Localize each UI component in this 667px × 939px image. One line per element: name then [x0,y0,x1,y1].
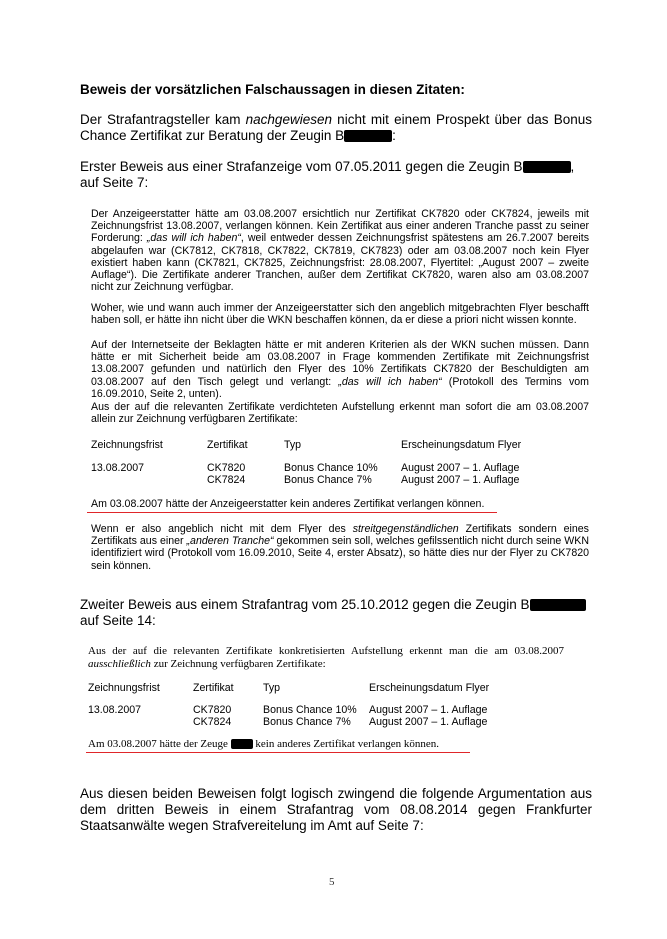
red-underline [86,752,470,753]
proof1-paragraph-1 [91,208,589,293]
table-cell: Bonus Chance 10% [284,461,378,474]
proof1-underlined-statement [91,498,484,510]
table-header: Typ [263,682,281,694]
proof1-certificate-table [91,439,521,487]
table-header: Zertifikat [207,439,248,451]
proof1-paragraph-5 [91,523,589,572]
table-cell: August 2007 – 1. Auflage [369,716,488,728]
proof2-title-text: Zweiter Beweis aus einem Strafantrag vom 25.10.2012 gegen die Zeugin B [80,597,530,612]
table-row [91,474,521,487]
intro-text-2: nicht mit einem Prospekt über das Bonus Chance Zertifikat zur Beratung der Zeugin B [80,112,592,143]
proof1-p1-text-a: Der Anzeigeerstatter hätte am 03.08.2007 ersichtlich nur Zertifikat CK7820 oder CK7824, jeweils mit Zeichnungsfrist 13.08.2007, verlangen können. Kein Zertifikat aus einer anderen Tranche passt zu seiner Forderung: [91,208,589,245]
redaction-bar [523,161,571,173]
proof2-paragraph-1 [88,645,564,671]
proof1-p5-text-a: Wenn er also angeblich nicht mit dem Flyer des [91,523,353,535]
proof1-p5-emph-1: streitgegenständlichen [352,523,459,535]
table-header-row [88,682,489,695]
intro-emphasis: nachgewiesen [245,112,332,127]
proof1-title [80,159,592,191]
table-header: Erscheinungsdatum Flyer [369,682,490,694]
proof1-p3-quote: „das will ich haben“ [338,375,442,388]
table-cell: Bonus Chance 7% [263,716,351,728]
conclusion-paragraph: Aus diesen beiden Beweisen folgt logisch zwingend die folgende Argumentation aus dem dritten Beweis in einem Strafantrag vom 08.08.2014 gegen Frankfurter Staatsanwälte wegen Strafvereitelung im Amt auf Seite 7: [80,786,592,833]
proof2-p1-text-b: zur Zeichnung verfügbaren Zertifikate: [150,658,326,670]
page-heading: Beweis der vorsätzlichen Falschaussagen in diesen Zitaten: [80,82,465,97]
intro-text-1: Der Strafantragsteller kam [80,112,246,127]
proof1-p1-text-b: , weil entweder dessen Zeichnungsfrist spätestens am 26.7.2007 bereits abgelaufen war (CK7812, CK7818, CK7822, CK7819, CK7823) oder am 03.08.2007 noch kein Flyer existiert haben kann (CK7821, CK7825, Zeichnungsfrist: 28.08.2007, Flyertitel: „August 2007 – zweite Auflage“). Die Zertifikate anderer Tranchen, außer dem Zertifikat CK7820, waren also am 03.08.2007 nicht zur Zeichnung verfügbar. [91,232,589,294]
proof2-underlined-statement [88,738,439,750]
proof1-p3-text-b: (Protokoll des Termins vom 16.09.2010, Seite 2, unten). [91,375,589,400]
table-cell: 13.08.2007 [88,703,142,716]
table-header: Zeichnungsfrist [91,439,163,451]
table-header: Typ [284,439,302,451]
page-number: 5 [329,876,335,888]
proof1-title-text: Erster Beweis aus einer Strafanzeige vom 07.05.2011 gegen die Zeugin B [80,159,523,174]
table-cell: 13.08.2007 [91,461,145,474]
proof2-p1-text-a: Aus der auf die relevanten Zertifikate konkretisierten Aufstellung erkennt man die am 03.08.2007 [88,645,564,657]
table-row [91,462,521,475]
proof1-paragraph-2: Woher, wie und wann auch immer der Anzeigeerstatter sich den angeblich mitgebrachten Flyer beschafft haben soll, er hätte ihn nicht über die WKN beschaffen können, da er diese a priori nicht wissen konnte. [91,302,589,327]
table-cell: CK7824 [193,716,232,728]
table-cell: Bonus Chance 10% [263,703,357,716]
redaction-bar [530,599,586,611]
red-underline [87,512,497,513]
redaction-bar [231,739,253,749]
proof1-p5-text-b: Zertifikats sondern eines Zertifikats aus einer [91,523,589,548]
table-cell: August 2007 – 1. Auflage [401,474,520,486]
proof2-p1-emph: ausschließlich [88,658,151,670]
proof2-title [80,597,592,629]
table-row [88,716,489,729]
table-header: Erscheinungsdatum Flyer [401,439,522,451]
proof2-certificate-table [88,682,489,729]
table-cell: August 2007 – 1. Auflage [369,703,488,716]
table-cell: CK7820 [207,461,246,474]
proof1-p3-text-a: Auf der Internetseite der Beklagten hätte er mit anderen Kriterien als der WKN suchen müssen. Dann hätte er mit Sicherheit beide am 03.08.2007 in Frage kommenden Zertifikate mit Zeichnungsfrist 13.08.2007 gefunden und natürlich den Flyer des 10% Zertifikats CK7820 der Beschuldigten am 03.08.2007 auf den Tisch gelegt und verlangt: [91,339,589,388]
proof1-p5-emph-2: „anderen Tranche“ [186,535,274,548]
table-row [88,704,489,717]
proof1-p1-quote: „das will ich haben“ [146,232,241,245]
table-cell: CK7820 [193,703,232,716]
proof2-title-page: auf Seite 14: [80,613,156,628]
intro-text-3: : [392,128,396,143]
underlined-text: Am 03.08.2007 hätte der Zeuge [88,738,231,750]
underlined-text: kein anderes Zertifikat verlangen können. [252,738,439,750]
intro-paragraph [80,112,592,144]
proof1-title-comma: , [570,159,575,174]
table-header: Zeichnungsfrist [88,682,160,694]
proof1-p5-text-c: gekommen sein soll, welches gefilssentlich nicht durch seine WKN identifiziert wird (Protokoll vom 16.09.2010, Seite 4, erster Absatz), so hätte dies nur der Flyer zu CK7820 sein können. [91,535,589,572]
table-cell: August 2007 – 1. Auflage [401,461,520,474]
table-cell [88,716,193,729]
table-cell: CK7824 [207,474,246,486]
table-cell: Bonus Chance 7% [284,474,372,486]
proof1-paragraph-4: Aus der auf die relevanten Zertifikate verdichteten Aufstellung erkennt man sofort die am 03.08.2007 allein zur Zeichnung verfügbaren Zertifikate: [91,401,589,426]
table-header: Zertifikat [193,682,234,694]
redaction-bar [344,130,392,142]
underlined-text: Am 03.08.2007 hätte der Anzeigeerstatter kein anderes Zertifikat verlangen können. [91,498,485,510]
table-header-row [91,439,521,452]
table-cell [91,474,207,487]
proof1-title-page: auf Seite 7: [80,175,149,190]
proof1-paragraph-3 [91,339,589,400]
